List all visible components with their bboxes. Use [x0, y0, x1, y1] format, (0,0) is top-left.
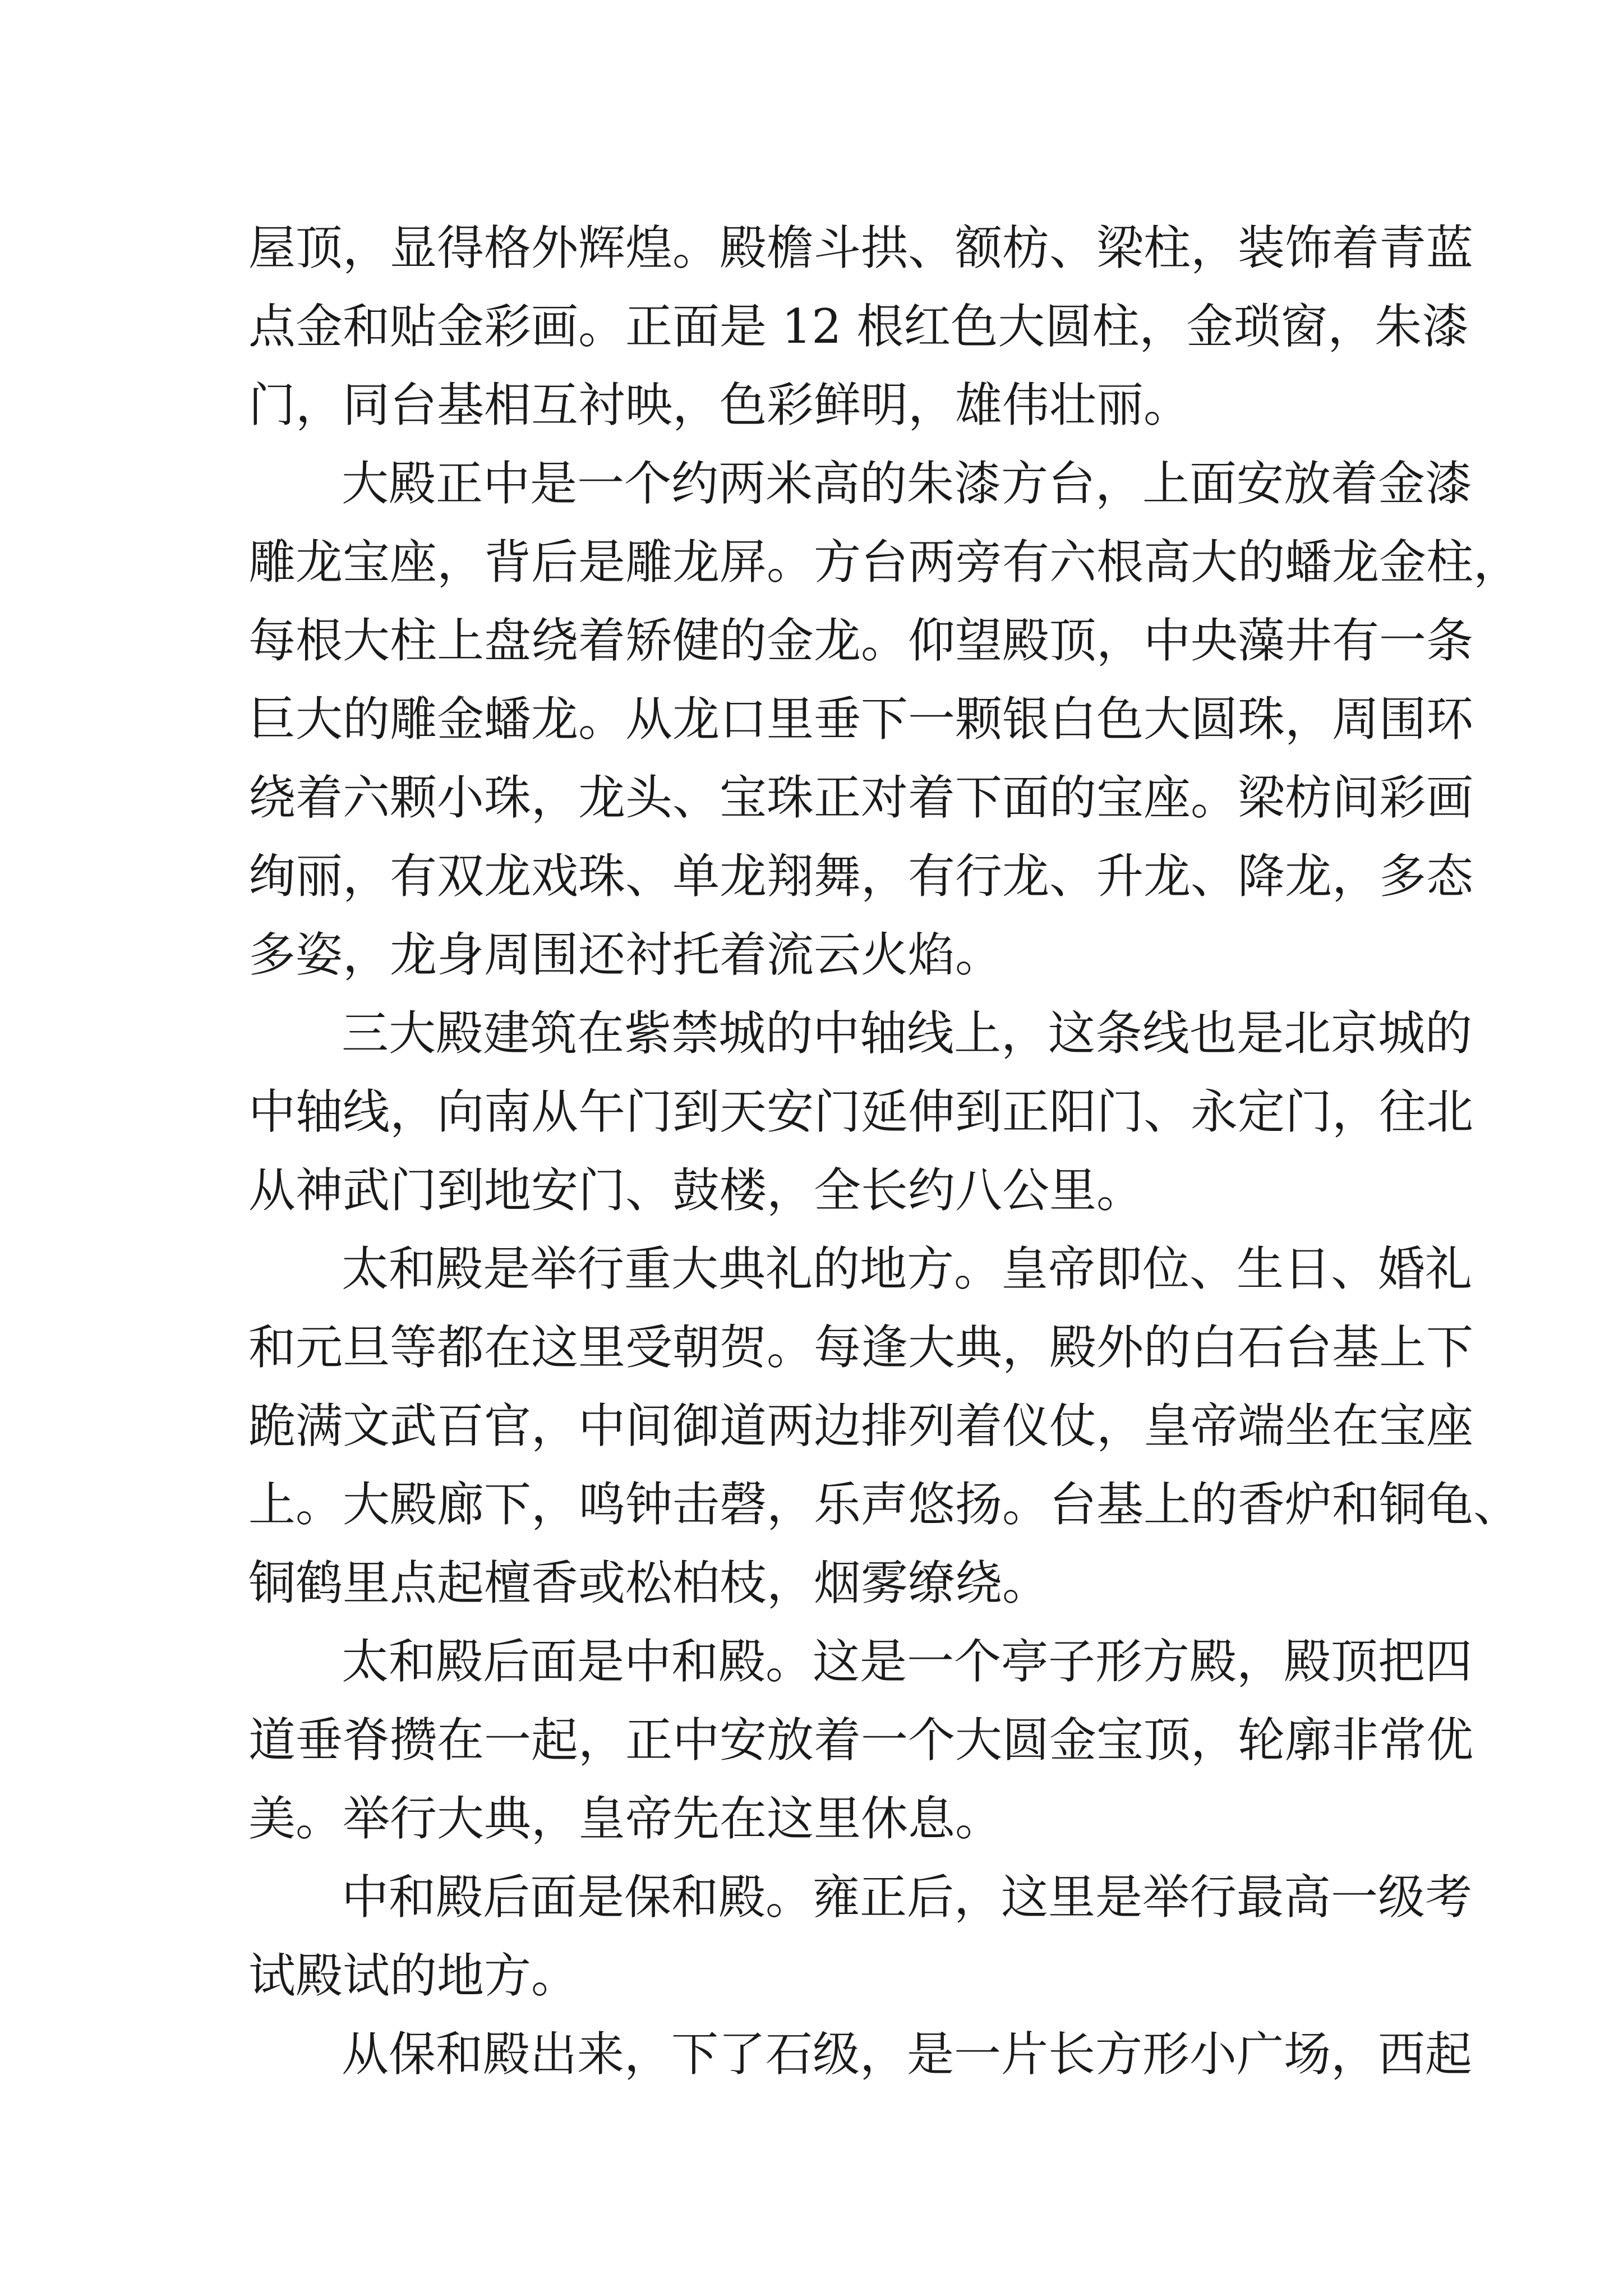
text-line: 雕龙宝座，背后是雕龙屏。方台两旁有六根高大的蟠龙金柱，	[248, 535, 1521, 590]
text-line: 跪满文武百官，中间御道两边排列着仪仗，皇帝端坐在宝座	[248, 1398, 1474, 1453]
text-line: 绕着六颗小珠，龙头、宝珠正对着下面的宝座。梁枋间彩画	[248, 770, 1474, 825]
paragraph-first-line: 大殿正中是一个约两米高的朱漆方台，上面安放着金漆	[342, 456, 1473, 511]
text-line: 点金和贴金彩画。正面是 12 根红色大圆柱，金琐窗，朱漆	[248, 299, 1469, 354]
paragraph-first-line: 三大殿建筑在紫禁城的中轴线上，这条线也是北京城的	[342, 1006, 1473, 1061]
paragraph-first-line: 太和殿是举行重大典礼的地方。皇帝即位、生日、婚礼	[342, 1241, 1473, 1296]
text-line: 试殿试的地方。	[248, 1948, 579, 2003]
paragraph-first-line: 中和殿后面是保和殿。雍正后，这里是举行最高一级考	[342, 1870, 1473, 1925]
text-line: 中轴线，向南从午门到天安门延伸到正阳门、永定门，往北	[248, 1084, 1474, 1139]
text-line: 美。举行大典，皇帝先在这里休息。	[248, 1791, 1003, 1846]
text-line: 道垂脊攒在一起，正中安放着一个大圆金宝顶，轮廓非常优	[248, 1713, 1474, 1768]
text-line: 门，同台基相互衬映，色彩鲜明，雄伟壮丽。	[248, 378, 1191, 432]
text-line: 上。大殿廊下，鸣钟击磬，乐声悠扬。台基上的香炉和铜龟、	[248, 1477, 1521, 1532]
paragraph-first-line: 太和殿后面是中和殿。这是一个亭子形方殿，殿顶把四	[342, 1634, 1473, 1689]
paragraph-first-line: 从保和殿出来，下了石级，是一片长方形小广场，西起	[342, 2027, 1473, 2082]
text-line: 每根大柱上盘绕着矫健的金龙。仰望殿顶，中央藻井有一条	[248, 613, 1474, 668]
text-line: 从神武门到地安门、鼓楼，全长约八公里。	[248, 1163, 1144, 1218]
text-line: 绚丽，有双龙戏珠、单龙翔舞，有行龙、升龙、降龙，多态	[248, 849, 1474, 904]
text-line: 屋顶，显得格外辉煌。殿檐斗拱、额枋、梁柱，装饰着青蓝	[248, 220, 1474, 275]
text-line: 和元旦等都在这里受朝贺。每逢大典，殿外的白石台基上下	[248, 1320, 1474, 1375]
text-line: 多姿，龙身周围还衬托着流云火焰。	[248, 927, 1003, 982]
text-line: 巨大的雕金蟠龙。从龙口里垂下一颗银白色大圆珠，周围环	[248, 692, 1474, 747]
text-line: 铜鹤里点起檀香或松柏枝，烟雾缭绕。	[248, 1556, 1050, 1611]
